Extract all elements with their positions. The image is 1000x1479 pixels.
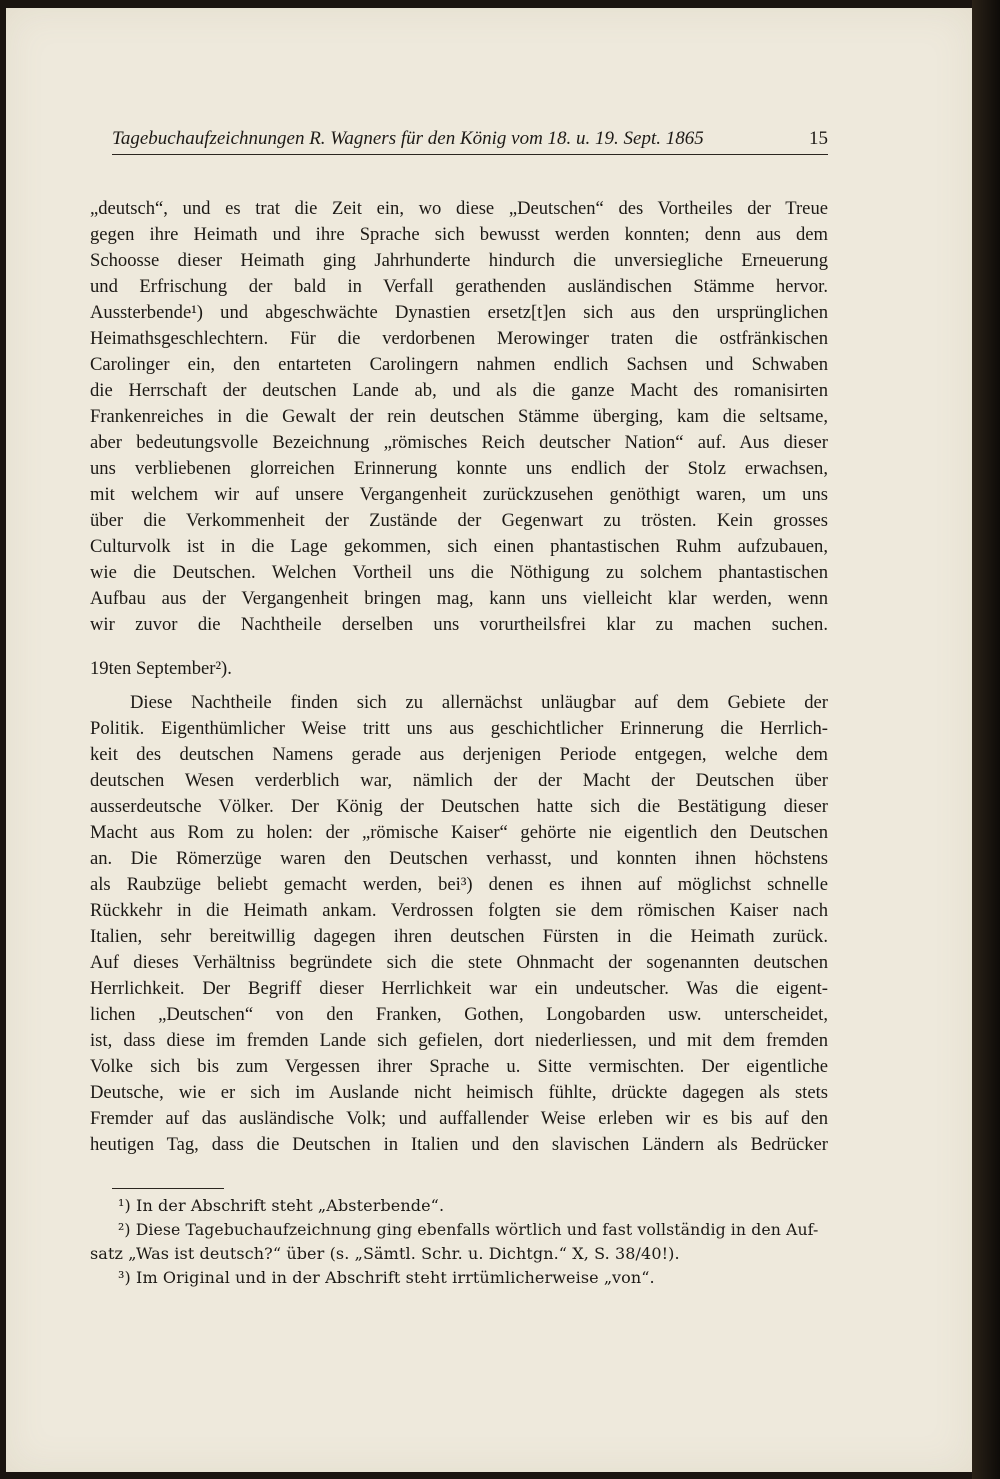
text-line: aber bedeutungsvolle Bezeichnung „römisches Reich deutscher Nation“ auf. Aus dieser — [90, 432, 828, 453]
text-line: Politik. Eigenthümlicher Weise tritt uns aus geschichtlicher Erinnerung die Herrlich- — [90, 718, 828, 739]
text-line: Macht aus Rom zu holen: der „römische Kaiser“ gehörte nie eigentlich den Deutschen — [90, 822, 828, 843]
text-line: deutschen Wesen verderblich war, nämlich der der Macht der Deutschen über — [90, 770, 828, 791]
text-line: wie die Deutschen. Welchen Vortheil uns die Nöthigung zu solchem phantastischen — [90, 562, 828, 583]
text-line: und Erfrischung der bald in Verfall gerathenden ausländischen Stämme hervor. — [90, 276, 828, 297]
page-edge — [972, 0, 1000, 1479]
text-line: ausserdeutsche Völker. Der König der Deutschen hatte sich die Bestätigung dieser — [90, 796, 828, 817]
text-line: als Raubzüge beliebt gemacht werden, bei³) denen es ihnen auf möglichst schnelle — [90, 874, 828, 895]
paragraph-1 — [90, 196, 828, 638]
text-line: Fremder auf das ausländische Volk; und auffallender Weise erleben wir es bis auf den — [90, 1108, 828, 1129]
text-line: die Herrschaft der deutschen Lande ab, und als die ganze Macht des romanisirten — [90, 380, 828, 401]
page-number: 15 — [809, 128, 828, 149]
running-header — [112, 128, 828, 155]
text-line: Heimathsgeschlechtern. Für die verdorbenen Merowinger traten die ostfränkischen — [90, 328, 828, 349]
text-line: Deutsche, wie er sich im Auslande nicht heimisch fühlte, drückte dagegen als stets — [90, 1082, 828, 1103]
footnote-3: ³) Im Original und in der Abschrift steht irrtümlicherweise „von“. — [118, 1268, 655, 1287]
text-line: wir zuvor die Nachtheile derselben uns vorurtheilsfrei klar zu machen suchen. — [90, 614, 828, 635]
text-line: keit des deutschen Namens gerade aus derjenigen Periode entgegen, welche dem — [90, 744, 828, 765]
text-line: uns verbliebenen glorreichen Erinnerung konnte uns endlich der Stolz erwachsen, — [90, 458, 828, 479]
text-line: Aussterbende¹) und abgeschwächte Dynastien ersetz[t]en sich aus den ursprünglichen — [90, 302, 828, 323]
text-line: mit welchem wir auf unsere Vergangenheit zurückzusehen genöthigt waren, um uns — [90, 484, 828, 505]
text-line: an. Die Römerzüge waren den Deutschen verhasst, und konnten ihnen höchstens — [90, 848, 828, 869]
text-line: gegen ihre Heimath und ihre Sprache sich bewusst werden konnten; denn aus dem — [90, 224, 828, 245]
text-line: heutigen Tag, dass die Deutschen in Italien und den slavischen Ländern als Bedrücker — [90, 1134, 828, 1155]
text-line: Volke sich bis zum Vergessen ihrer Sprache u. Sitte vermischten. Der eigentliche — [90, 1056, 828, 1077]
text-line: Italien, sehr bereitwillig dagegen ihren deutschen Fürsten in die Heimath zurück. — [90, 926, 828, 947]
text-line: Aufbau aus der Vergangenheit bringen mag, kann uns vielleicht klar werden, wenn — [90, 588, 828, 609]
footnote-1: ¹) In der Abschrift steht „Absterbende“. — [118, 1196, 445, 1215]
text-line: Culturvolk ist in die Lage gekommen, sich einen phantastischen Ruhm aufzubauen, — [90, 536, 828, 557]
text-line: Auf dieses Verhältniss begründete sich die stete Ohnmacht der sogenannten deutschen — [90, 952, 828, 973]
text-line: Schoosse dieser Heimath ging Jahrhunderte hindurch die unversiegliche Erneuerung — [90, 250, 828, 271]
running-title: Tagebuchaufzeichnungen R. Wagners für den König vom 18. u. 19. Sept. 1865 — [112, 128, 704, 149]
text-line: lichen „Deutschen“ von den Franken, Gothen, Longobarden usw. unterscheidet, — [90, 1004, 828, 1025]
text-line: Diese Nachtheile finden sich zu allernächst unläugbar auf dem Gebiete der — [130, 692, 828, 713]
text-line: Rückkehr in die Heimath ankam. Verdrossen folgten sie dem römischen Kaiser nach — [90, 900, 828, 921]
text-line: Frankenreiches in die Gewalt der rein deutschen Stämme überging, kam die seltsame, — [90, 406, 828, 427]
date-heading: 19ten September²). — [90, 658, 232, 679]
text-line: über die Verkommenheit der Zustände der Gegenwart zu trösten. Kein grosses — [90, 510, 828, 531]
footnote-2-continued: satz „Was ist deutsch?“ über (s. „Sämtl. Schr. u. Dichtgn.“ X, S. 38/40!). — [90, 1244, 680, 1263]
body-text — [90, 196, 828, 1158]
text-line: „deutsch“, und es trat die Zeit ein, wo diese „Deutschen“ des Vortheiles der Treue — [90, 198, 828, 219]
text-line: ist, dass diese im fremden Lande sich gefielen, dort niederliessen, und mit dem fremden — [90, 1030, 828, 1051]
text-line: Carolinger ein, den entarteten Carolingern nahmen endlich Sachsen und Schwaben — [90, 354, 828, 375]
footnotes — [90, 1194, 828, 1290]
paragraph-2 — [90, 690, 828, 1158]
footnote-2: ²) Diese Tagebuchaufzeichnung ging ebenfalls wörtlich und fast vollständig in den Auf- — [118, 1220, 819, 1239]
text-line: Herrlichkeit. Der Begriff dieser Herrlichkeit war ein undeutscher. Was die eigent- — [90, 978, 828, 999]
footnote-rule — [112, 1188, 224, 1189]
